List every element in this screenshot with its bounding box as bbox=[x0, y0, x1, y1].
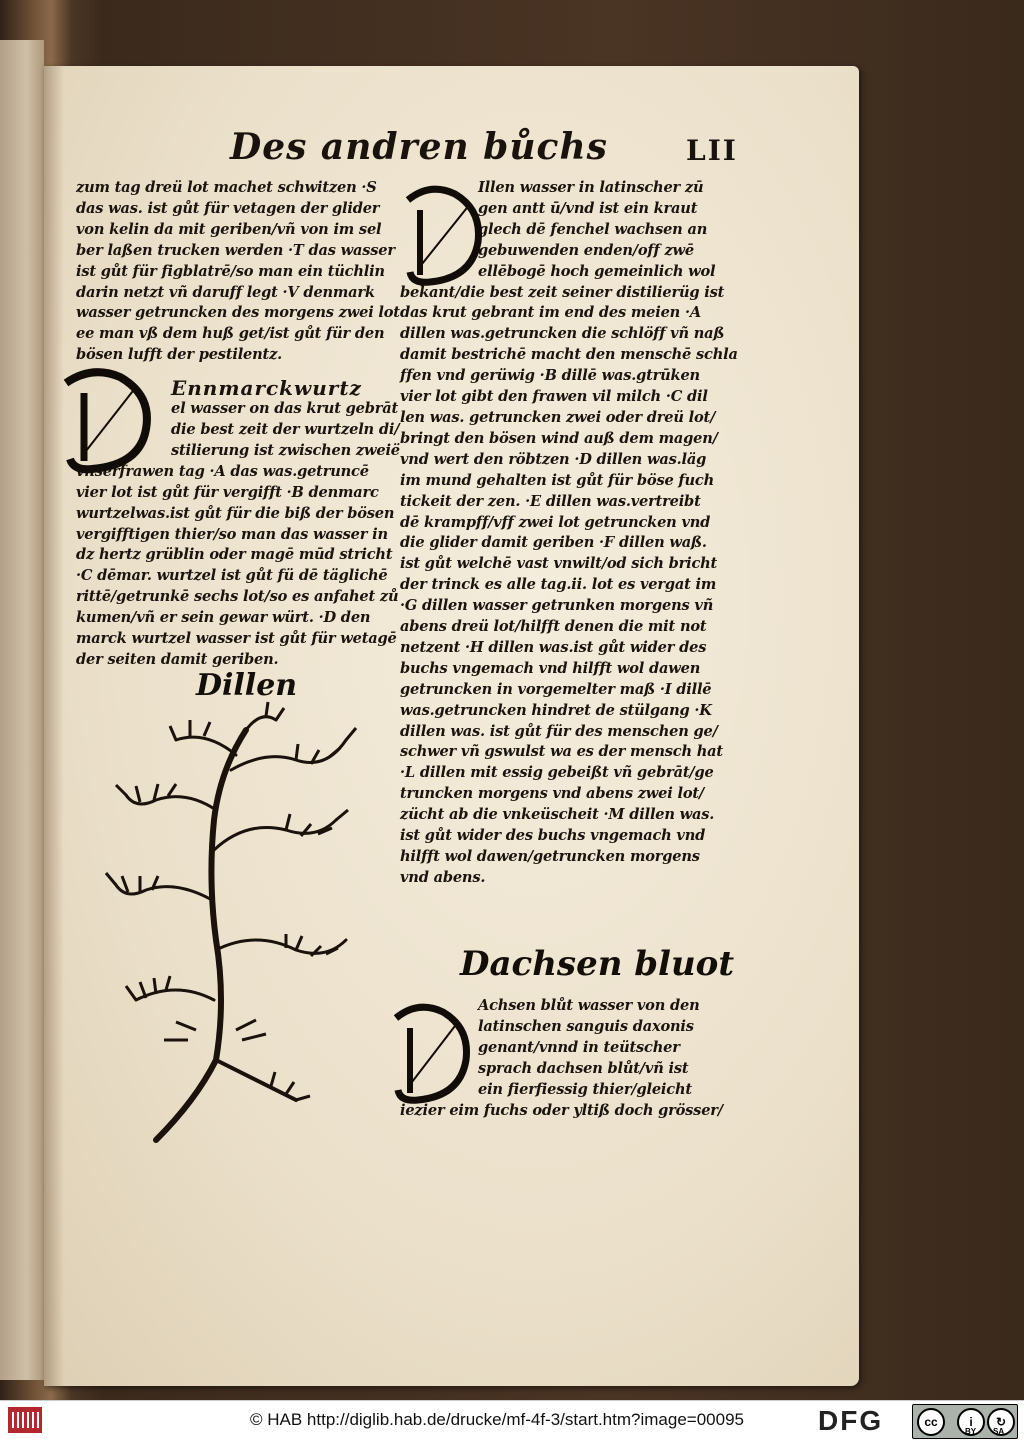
cc-icon: cc bbox=[917, 1408, 945, 1436]
text-line: ber laßen trucken werden ·T das wasser bbox=[76, 241, 395, 259]
text-line: stilierung ist zwischen zweië bbox=[171, 441, 400, 459]
text-line: zum tag dreü lot machet schwitzen ·S bbox=[76, 179, 377, 196]
folio-number: LII bbox=[686, 134, 738, 167]
attribution-icon: i bbox=[957, 1408, 985, 1436]
text-line: wurtzelwas.ist gůt für die biß der bösen bbox=[76, 504, 395, 522]
dill-woodcut-illustration bbox=[96, 700, 376, 1150]
text-line: ·L dillen mit essig gebeißt vñ gebrāt/ge bbox=[400, 764, 714, 782]
text-line: darin netzt vñ daruff legt ·V denmark bbox=[76, 283, 375, 301]
sa-label: SA bbox=[993, 1427, 1005, 1436]
running-head: Des andren bůchs bbox=[230, 126, 608, 168]
text-line: abens dreü lot/hilfft denen die mit not bbox=[400, 618, 707, 636]
section-heading-dillen: Dillen bbox=[196, 668, 298, 703]
text-line: wasser getruncken des morgens zwei lot bbox=[76, 304, 400, 322]
text-line: tickeit der zen. ·E dillen was.vertreibt bbox=[400, 492, 701, 510]
text-line: schwer vñ gswulst wa es der mensch hat bbox=[400, 743, 723, 761]
text-line: ee man vß dem huß get/ist gůt für den bbox=[76, 325, 385, 343]
text-line: die best zeit der wurtzeln di/ bbox=[171, 420, 400, 438]
text-line: genant/vnnd in teütscher bbox=[478, 1038, 680, 1056]
text-line: damit bestrichē macht den menschē schla bbox=[400, 346, 738, 364]
text-line: der trinck es alle tag.ii. lot es vergat im bbox=[400, 576, 717, 594]
text-line: hilfft wol dawen/getruncken morgens bbox=[400, 848, 700, 865]
hab-logo-icon bbox=[8, 1407, 42, 1433]
text-line: ·C dēmar. wurtzel ist gůt fü dē täglichē bbox=[76, 567, 388, 585]
text-line: ein fierfiessig thier/gleicht bbox=[478, 1080, 692, 1098]
text-line: gen antt ū/vnd ist ein kraut bbox=[478, 199, 698, 217]
footer-bar bbox=[0, 1400, 1024, 1440]
dfg-logo: DFG bbox=[818, 1405, 884, 1436]
decorated-initial bbox=[388, 998, 478, 1108]
text-line: kumen/vñ er sein gewar würt. ·D den bbox=[76, 609, 371, 627]
text-line: vergifftigen thier/so man das wasser in bbox=[76, 525, 388, 543]
share-alike-icon: ↻ bbox=[987, 1408, 1015, 1436]
decorated-initial bbox=[400, 180, 490, 290]
text-line: vier lot gibt den frawen vil milch ·C dil bbox=[400, 388, 708, 406]
text-line: ellēbogē hoch gemeinlich wol bbox=[478, 262, 716, 280]
text-line: glech dē fenchel wachsen an bbox=[478, 220, 708, 238]
text-line: vnd wert den röbtzen ·D dillen was.läg bbox=[400, 450, 707, 468]
text-line: dē krampff/vff zwei lot getruncken vnd bbox=[400, 513, 711, 531]
text-line: zücht ab die vnkeüscheit ·M dillen was. bbox=[400, 806, 715, 824]
text-line: ist gůt für figblatrē/so man ein tüchlin bbox=[76, 262, 385, 280]
text-line: bösen lufft der pestilentz. bbox=[76, 346, 283, 364]
text-line: ·G dillen wasser getrunken morgens vñ bbox=[400, 597, 714, 615]
by-label: BY bbox=[965, 1427, 977, 1436]
text-line: bringt den bösen wind auß dem magen/ bbox=[400, 429, 718, 447]
source-link[interactable]: © HAB http://diglib.hab.de/drucke/mf-4f-3/start.htm?image=00095 bbox=[250, 1410, 744, 1429]
text-line: bekant/die best zeit seiner distilierüg ist bbox=[400, 283, 725, 301]
text-line: vnserfrawen tag ·A das was.getruncē bbox=[76, 462, 369, 480]
text-line: getruncken in vorgemelter maß ·I dillē bbox=[400, 680, 712, 698]
text-line: marck wurtzel wasser ist gůt für wetagē bbox=[76, 630, 397, 648]
text-line: die glider damit geriben ·F dillen waß. bbox=[400, 534, 707, 552]
text-line: im mund gehalten ist gůt für böse fuch bbox=[400, 471, 715, 489]
text-line: gebuwenden enden/off zwē bbox=[478, 241, 694, 259]
text-line: dillen was.getruncken die schlöff vñ naß bbox=[400, 325, 725, 343]
text-line: vnd abens. bbox=[400, 868, 486, 886]
text-line: das was. ist gůt für vetagen der glider bbox=[76, 199, 380, 217]
text-line: iezier eim fuchs oder yltiß doch grösser/ bbox=[400, 1101, 723, 1119]
page-gutter-shadow bbox=[44, 66, 64, 1386]
text-line: was.getruncken hindret de stülgang ·K bbox=[400, 701, 712, 719]
text-line: von kelin da mit geriben/vñ von im sel bbox=[76, 220, 382, 238]
text-line: das krut gebrant im end des meien ·A bbox=[400, 304, 701, 322]
text-line: truncken morgens vnd abens zwei lot/ bbox=[400, 785, 705, 803]
text-line: der seiten damit geriben. bbox=[76, 650, 279, 668]
text-line: Ennmarckwurtz bbox=[171, 376, 362, 401]
text-line: rittē/getrunkē sechs lot/so es anfahet zů bbox=[76, 588, 399, 606]
text-line: sprach dachsen blůt/vñ ist bbox=[478, 1059, 689, 1077]
text-line: netzent ·H dillen was.ist gůt wider des bbox=[400, 638, 707, 656]
text-line: ffen vnd gerüwig ·B dillē was.gtrūken bbox=[400, 367, 700, 385]
text-line: buchs vngemach vnd hilfft wol dawen bbox=[400, 659, 701, 677]
decorated-initial bbox=[60, 365, 160, 475]
text-line: vier lot ist gůt für vergifft ·B denmarc bbox=[76, 483, 379, 501]
text-line: latinschen sanguis daxonis bbox=[478, 1017, 694, 1035]
previous-page-edge bbox=[0, 40, 44, 1380]
text-line: ist gůt wider des buchs vngemach vnd bbox=[400, 827, 706, 845]
text-line: Illen wasser in latinscher zū bbox=[478, 179, 704, 196]
text-line: Achsen blůt wasser von den bbox=[478, 997, 700, 1014]
section-heading-dachsen: Dachsen bluot bbox=[460, 944, 735, 984]
text-line: dillen was. ist gůt für des menschen ge/ bbox=[400, 722, 718, 740]
text-line: el wasser on das krut gebrāt bbox=[171, 400, 399, 418]
text-line: ist gůt welchē vast vnwilt/od sich bricht bbox=[400, 555, 718, 573]
text-line: len was. getruncken zwei oder dreü lot/ bbox=[400, 408, 716, 426]
cc-license-badge[interactable] bbox=[912, 1404, 1018, 1439]
text-line: dz hertz grüblin oder magē mūd stricht bbox=[76, 546, 393, 564]
